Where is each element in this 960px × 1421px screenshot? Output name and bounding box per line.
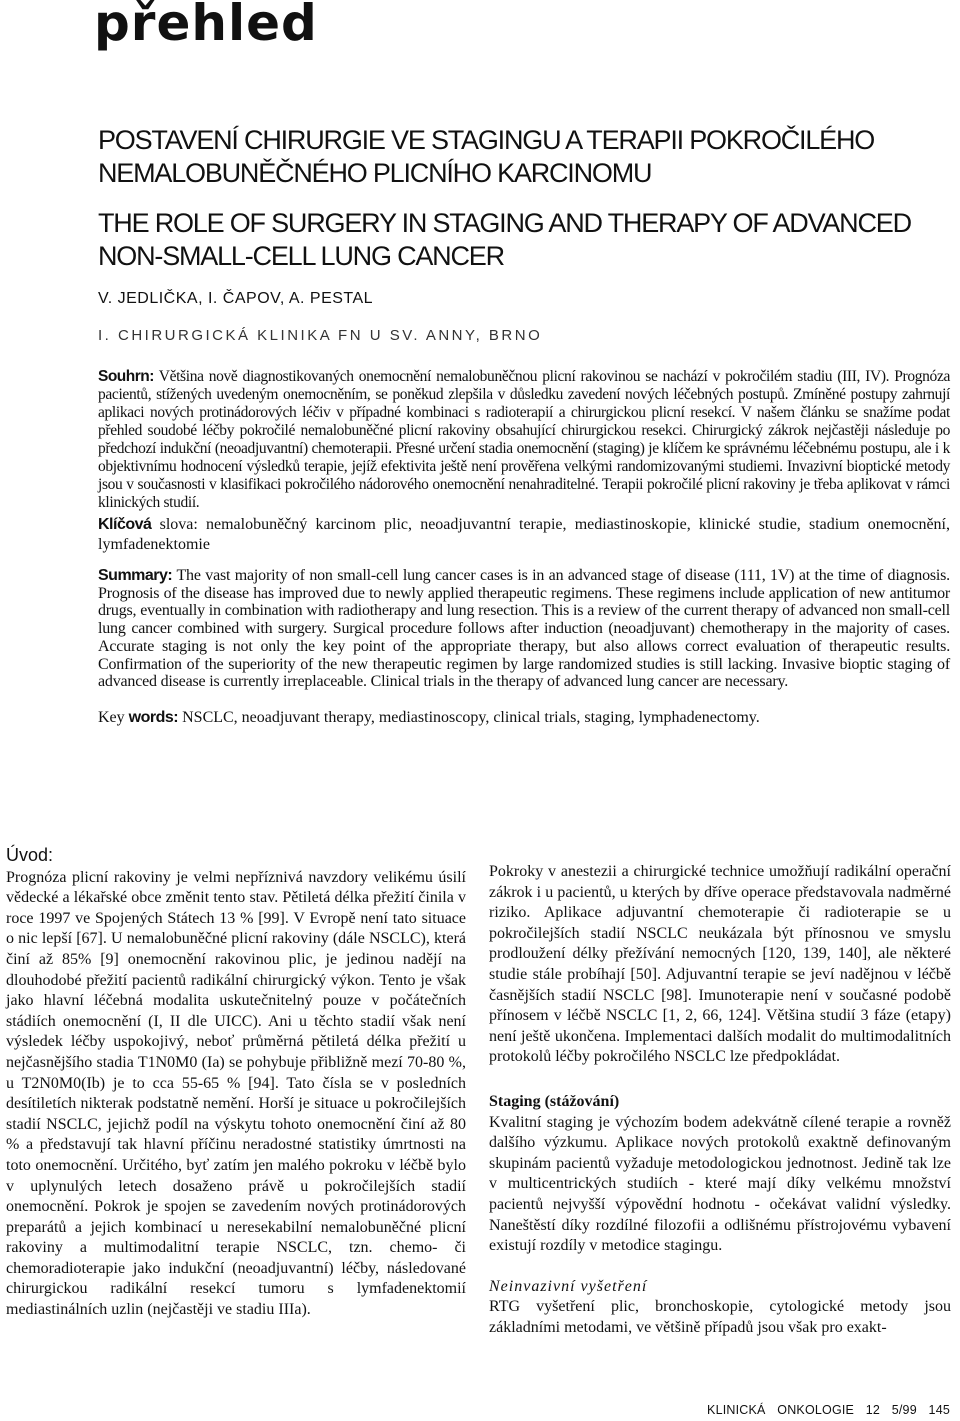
abstract-english-text: The vast majority of non small-cell lung cancer cases is in an advanced stage of disease (111, 1V) at the time of diagnosis. Prognosis of the disease has improved due to newly applied therapeutic regimens. These regimens include application of new antitumor drugs, eventually in combination with radiotherapy and lung resection. This is a review of the current therapy of advanced non small-cell lung cancer combined with surgery. Surgical procedure follows after induction (neoadjuvant) chemotherapy in the majority of cases. Accurate staging is not only the key point of the appropriate therapy, but also allows correct evaluation of therapeutic results. Confirmation of the superiority of the new therapeutic regimen by large randomized studies is still lacking. Invasive bioptic staging of advanced disease is currently irreplaceable. Clinical trials in the therapy of advanced lung cancer are necessary.	[98, 567, 950, 691]
abstract-english	[98, 567, 950, 691]
keywords-english-label: words:	[128, 709, 179, 726]
progress-paragraph: Pokroky v anestezii a chirurgické technice umožňují radikální operační zákrok i u pacientů, u kterých by dříve operace představovala nadměrné riziko. Aplikace adjuvantní chemoterapie či radioterapie se u pokročilejších stadií NSCLC neukázala být přínosnou ve smyslu prodloužení délky přežívání nemocných [120, 139, 140], ale některé studie stále probíhají [50]. Adjuvantní terapie se jeví nadějnou v léčbě časnějších stadií NSCLC [98]. Imunoterapie není v současné podobě přínosem v léčbě NSCLC [1, 2, 66, 124]. Většina studií 3 fáze (etapy) není ještě ukončena. Implementaci dalších modalit do multimodalitních protokolů léčby pokročilého NSCLC lze předpokládat.	[489, 863, 951, 1066]
article-title-english: THE ROLE OF SURGERY IN STAGING AND THERAPY OF ADVANCED NON-SMALL-CELL LUNG CANCER	[98, 208, 911, 271]
keywords-english	[98, 709, 950, 727]
abstract-english-label: Summary:	[98, 567, 173, 584]
intro-paragraph: Prognóza plicní rakoviny je velmi nepříznivá navzdory velikému úsilí vědecké a lékařské obce změnit tento stav. Pětiletá délka přežití činila v roce 1997 ve Spojených Státech 13 % [99]. V Evropě není tato situace o nic lepší [67]. U nemalobuněčné plicní rakoviny (dále NSCLC), která činí až 85% [9] onemocnění rakovinou plic, je jedinou nadějí na dlouhodobé přežití pacientů radikální chirurgický výkon. Tento je však jako hlavní léčebná modalita uskutečnitelný pouze v počátečních stádiích onemocnění (I, II dle UICC). Ani u těchto stadií však není výsledek léčby uspokojivý, neboť průměrná pětiletá délka přežití u nejčasnějšího stadia T1N0M0 (Ia) se pohybuje přibližně mezí 70-80 %, u T2N0M0(Ib) je to cca 55-65 % [94]. Tato čísla se v posledních desítiletích nikterak podstatně nemění. Horší je situace u pokročilejších stadií NSCLC, jejichž podíl na výskytu tohoto onemocnění činí až 80 % a představují tak hlavní příčinu neradostné statistiky úmrtnosti na toto onemocnění. Určitého, byť zatím jen malého pokroku v léčbě bylo v uplynulých letech dosaženo právě u pokročilejších stadií onemocnění. Pokrok je spojen se zavedením nových protinádorových preparátů a jejich kombinací u neresekabilní nemalobuněčné plicní rakoviny a multimodalitní terapie NSCLC, tzn. chemo- či chemoradioterapie jako indukční (neoadjuvantní) léčby, následované chirurgickou radikální resekcí tumoru s lymfadenektomií mediastinálních uzlin (nejčastěji ve stadiu IIIa).	[6, 868, 466, 1319]
authors: V. JEDLIČKA, I. ČAPOV, A. PESTAL	[98, 290, 374, 307]
keywords-english-prefix: Key	[98, 709, 129, 726]
article-title-czech: POSTAVENÍ CHIRURGIE VE STAGINGU A TERAPII POKROČILÉHO NEMALOBUNĚČNÉHO PLICNÍHO KARCINOMU	[98, 125, 875, 188]
keywords-czech	[98, 515, 950, 555]
body-column-left	[6, 845, 466, 1321]
abstract-czech-label: Souhrn:	[98, 368, 154, 385]
keywords-czech-label: Klíčová	[98, 516, 152, 533]
institution: I. CHIRURGICKÁ KLINIKA FN U SV. ANNY, BRNO	[98, 327, 543, 344]
staging-heading: Staging (stážování)	[489, 1092, 620, 1110]
staging-paragraph: Kvalitní staging je výchozím bodem adekvátně cílené terapie a rovněž dalšího výzkumu. Aplikace nových protokolů exaktně definovaným skupinám pacientů vyžaduje metodologickou jednotnost. Jedině tak lze v multicentrických studiích - které mají díky velkému množství pacientů nejvyšší výpovědní hodnotu - očekávat validní výsledky. Naneštěstí díky rozdílné filozofii a odlišnému přístrojovému vybavení existují rozdíly v metodice stagingu.	[489, 1113, 951, 1255]
section-label: přehled	[94, 0, 318, 52]
abstract-czech-text: Většina nově diagnostikovaných onemocnění nemalobuněčnou plicní rakovinou se nachází v pokročilém stadiu (III, IV). Prognóza pacientů, stížených uvedeným onemocněním, se poněkud zlepšila v důsledku zavedení nových léčebných postupů. Zmíněné postupy zahrnují aplikaci nových protinádorových léčiv v případné kombinaci s radioterapií a chirurgickou plicní resekcí. V našem článku se snažíme podat přehled soudobé léčby pokročilé nemalobuněčné plicní rakoviny obsahující chirurgickou resekci. Chirurgický zákrok nejčastěji následuje po předchozí indukční (neoadjuvantní) chemoterapii. Přesné určení stadia onemocnění (staging) je klíčem ke správnému léčebnému postupu, ale i k objektivnímu hodnocení výsledků terapie, jejíž efektivita ještě není prověřena velkými randomizovanými studiemi. Invazivní bioptické metody jsou v současnosti v klasifikaci pokročilého nádorového onemocnění nenahraditelné. Terapii pokročilé plicní rakoviny je třeba aplikovat v rámci klinických studií.	[98, 368, 950, 511]
body-column-right	[489, 862, 951, 1338]
intro-heading: Úvod:	[6, 845, 54, 865]
noninvasive-paragraph: RTG vyšetření plic, bronchoskopie, cytologické metody jsou základními metodami, ve většině případů jsou však pro exakt-	[489, 1298, 951, 1336]
abstract-czech	[98, 368, 950, 512]
keywords-czech-text: slova: nemalobuněčný karcinom plic, neoadjuvantní terapie, mediastinoskopie, klinické studie, stadium onemocnění, lymfadenektomie	[98, 516, 950, 553]
keywords-english-text: NSCLC, neoadjuvant therapy, mediastinoscopy, clinical trials, staging, lymphadenectomy.	[178, 709, 760, 726]
page-footer: KLINICKÁ ONKOLOGIE 12 5/99 145	[707, 1403, 950, 1417]
noninvasive-heading: Neinvazivní vyšetření	[489, 1277, 648, 1295]
